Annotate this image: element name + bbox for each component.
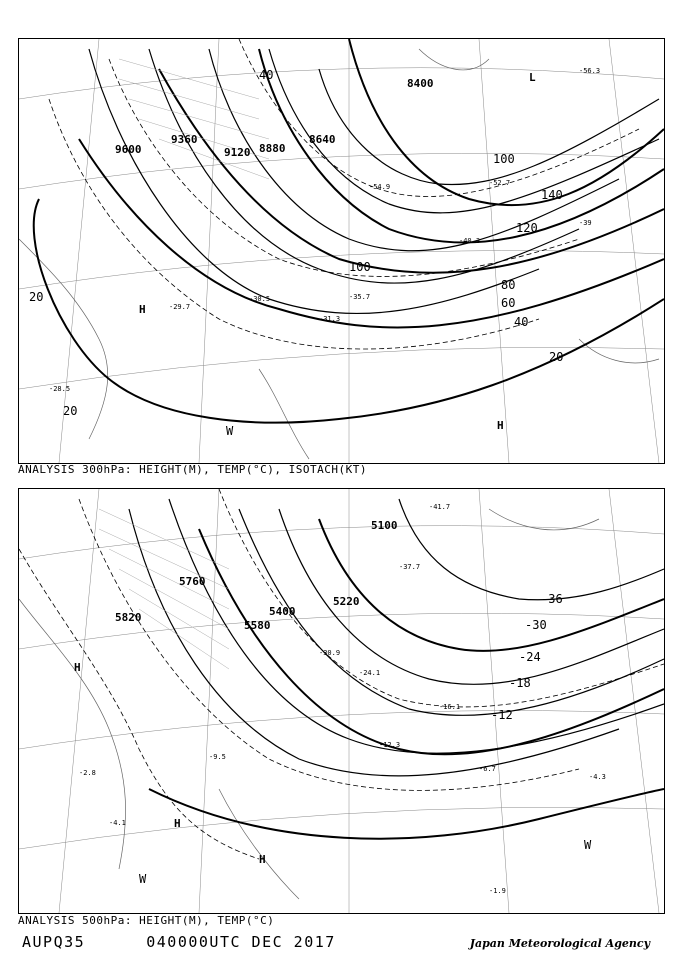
svg-text:-2.8: -2.8 [79,769,96,777]
svg-text:-6.7: -6.7 [479,765,496,773]
isotherm-lines [19,489,664,859]
upper-air-map-500hpa [18,488,665,914]
height-label: 5760 [179,575,206,588]
height-contours [89,49,659,313]
isotach-label: 140 [541,188,563,202]
height-label: 5220 [333,595,360,608]
chart-identifier [22,933,336,951]
high-pressure-marker: H [74,661,81,674]
svg-text:-12.3: -12.3 [379,741,401,749]
height-label: 5820 [115,611,142,624]
coastline [19,49,659,459]
isotach-label: 60 [501,296,516,310]
isotach-label: 40 [514,315,529,329]
low-pressure-marker: L [529,71,536,84]
svg-text:-40.3: -40.3 [459,237,481,245]
wind-region-marker: W [139,872,147,886]
high-pressure-marker: H [139,303,146,316]
high-pressure-marker: H [259,853,266,866]
isotherm-label: -18 [509,676,531,690]
isotach-label: 80 [501,278,516,292]
upper-air-map-300hpa [18,38,665,464]
svg-text:-28.5: -28.5 [49,385,71,393]
isotach-label: 120 [516,221,538,235]
height-label: 9120 [224,146,251,159]
svg-text:-30.5: -30.5 [249,295,271,303]
isotach-label: 20 [63,404,78,418]
height-label: 5580 [244,619,271,632]
svg-text:-39: -39 [579,219,592,227]
svg-text:-4.1: -4.1 [109,819,126,827]
svg-text:-37.7: -37.7 [399,563,421,571]
agency-name: Japan Meteorological Agency [469,937,650,950]
temp-samples [79,503,606,895]
height-label: 9600 [115,143,142,156]
svg-text:-52.7: -52.7 [489,179,511,187]
isotherm-label: -12 [491,708,513,722]
svg-text:-56.3: -56.3 [579,67,601,75]
svg-text:-4.3: -4.3 [589,773,606,781]
coastline [19,509,599,899]
wind-region-marker: W [226,424,234,438]
svg-text:-54.9: -54.9 [369,183,391,191]
svg-text:-29.7: -29.7 [169,303,191,311]
svg-text:-9.5: -9.5 [209,753,226,761]
isotherm-label: -36 [541,592,563,606]
isotach-label: 20 [29,290,44,304]
isotherm-label: -30 [525,618,547,632]
height-label: 9360 [171,133,198,146]
height-label: 8400 [407,77,434,90]
isotach-label: 20 [549,350,564,364]
bottom-panel-caption: ANALYSIS 500hPa: HEIGHT(M), TEMP(°C) [18,914,275,927]
high-pressure-marker: H [497,419,504,432]
warm-advection-hatching [99,509,229,669]
isotherm-label: -24 [519,650,541,664]
isotach-label: 100 [349,260,371,274]
chart-code: AUPQ35 [22,933,86,951]
isotach-label: 100 [493,152,515,166]
high-pressure-marker: H [174,817,181,830]
height-label: 8880 [259,142,286,155]
svg-text:-41.7: -41.7 [429,503,451,511]
height-label: 5100 [371,519,398,532]
top-panel-caption: ANALYSIS 300hPa: HEIGHT(M), TEMP(°C), ISOTACH(KT) [18,463,368,476]
height-label: 5400 [269,605,296,618]
svg-text:-31.3: -31.3 [319,315,341,323]
height-label: 8640 [309,133,336,146]
svg-text:-1.9: -1.9 [489,887,506,895]
svg-text:-30.9: -30.9 [319,649,341,657]
svg-text:-24.1: -24.1 [359,669,381,677]
svg-text:-35.7: -35.7 [349,293,371,301]
svg-text:-16.1: -16.1 [439,703,461,711]
chart-datetime: 040000UTC DEC 2017 [146,933,336,951]
graticule [19,39,664,463]
isotach-label: 40 [259,68,274,82]
map-500hpa-canvas [19,489,664,913]
jet-core-hatching [119,59,269,179]
map-300hpa-canvas [19,39,664,463]
wind-region-marker: W [584,838,592,852]
